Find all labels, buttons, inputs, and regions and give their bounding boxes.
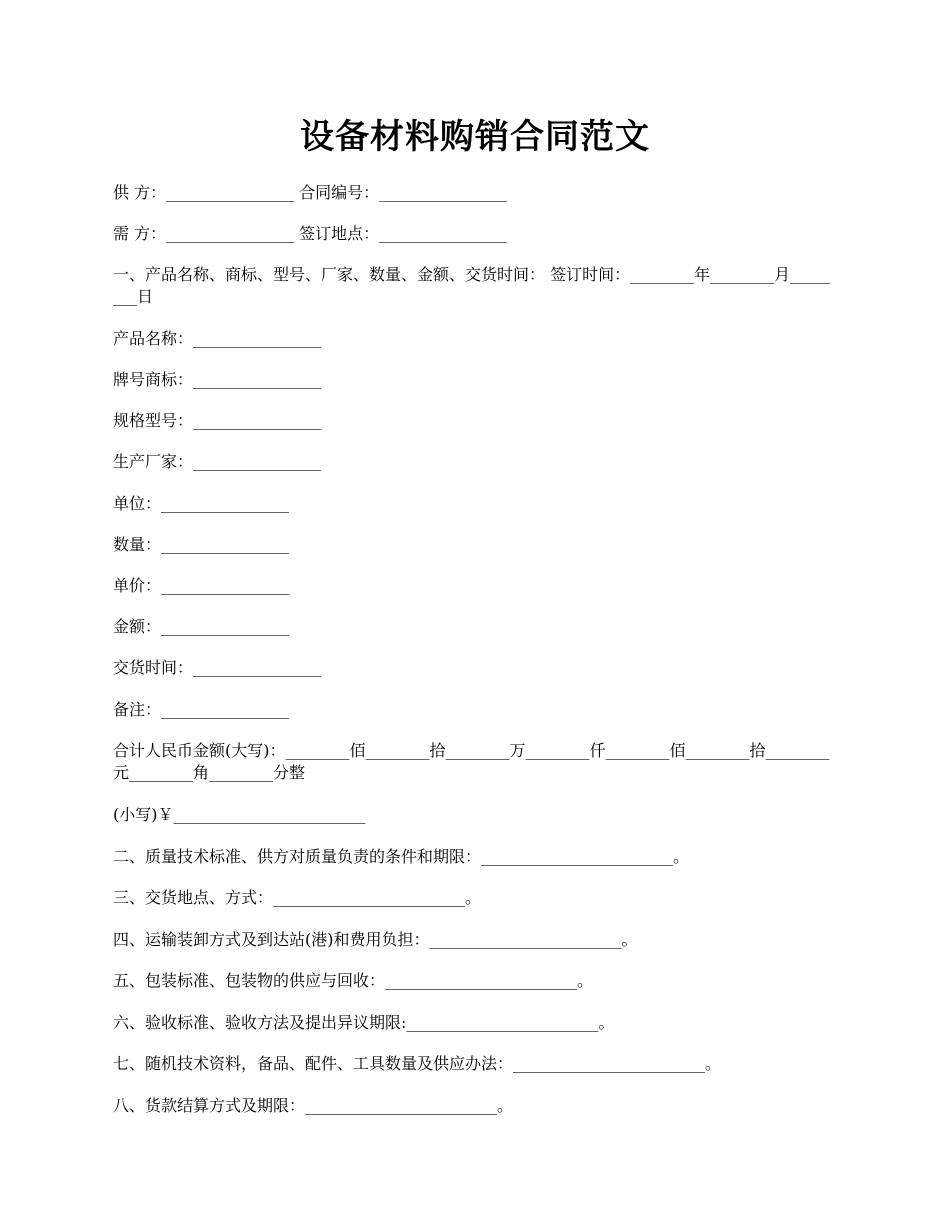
section-1-heading: 一、产品名称、商标、型号、厂家、数量、金额、交货时间： 签订时间：________年________月________日: [113, 265, 831, 306]
section-6: 六、验收标准、验收方法及提出异议期限:________________________。: [113, 1013, 615, 1032]
section-7: 七、随机技术资料，备品、配件、工具数量及供应办法：________________________。: [113, 1054, 722, 1073]
model-field: 规格型号：________________: [113, 411, 322, 430]
unit-price-field: 单价：________________: [113, 576, 290, 595]
quantity-field: 数量：________________: [113, 535, 290, 554]
section-4: 四、运输装卸方式及到达站(港)和费用负担：________________________。: [113, 930, 638, 949]
supplier-contract-no-line: 供 方：________________ 合同编号：________________: [113, 183, 508, 202]
section-8: 八、货款结算方式及期限：________________________。: [113, 1096, 514, 1115]
remarks-field: 备注：________________: [113, 700, 290, 719]
section-3: 三、交货地点、方式：________________________。: [113, 888, 482, 907]
total-amount-lowercase: (小写)￥________________________: [113, 805, 366, 824]
amount-field: 金额：________________: [113, 617, 290, 636]
buyer-sign-place-line: 需 方：________________ 签订地点：________________: [113, 224, 508, 243]
section-2: 二、质量技术标准、供方对质量负责的条件和期限：________________________。: [113, 847, 690, 866]
section-5: 五、包装标准、包装物的供应与回收：________________________。: [113, 971, 594, 990]
document-title: 设备材料购销合同范文: [300, 117, 650, 157]
product-name-field: 产品名称：________________: [113, 329, 322, 348]
manufacturer-field: 生产厂家：________________: [113, 452, 322, 471]
delivery-time-field: 交货时间：________________: [113, 658, 322, 677]
total-amount-uppercase: 合计人民币金额(大写)：________佰________拾________万________仟________佰________拾________元________角________分整: [113, 741, 830, 782]
brand-field: 牌号商标：________________: [113, 370, 322, 389]
unit-field: 单位：________________: [113, 494, 290, 513]
